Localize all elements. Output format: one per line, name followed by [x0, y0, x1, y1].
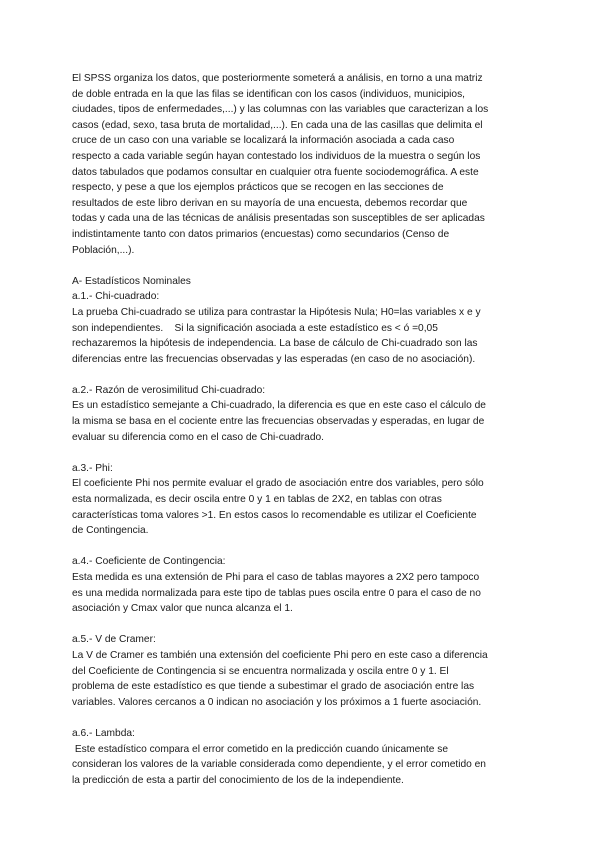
contingencia-section: [72, 554, 530, 616]
phi-section: [72, 461, 530, 539]
intro-paragraph: [72, 71, 530, 258]
text-line: del Coeficiente de Contingencia si se encuentra normalizada y oscila entre 0 y 1. El: [72, 665, 449, 677]
subsection-heading: a.4.- Coeficiente de Contingencia:: [72, 556, 226, 568]
text-line: Población,...).: [72, 244, 135, 256]
razon-verosimilitud-section: [72, 383, 530, 445]
chi-cuadrado-section: [72, 289, 530, 367]
subsection-heading: a.3.- Phi:: [72, 462, 113, 474]
text-line: de doble entrada en la que las filas se identifican con los casos (individuos, municipios,: [72, 88, 466, 100]
text-line: esta normalizada, es decir oscila entre 0 y 1 en tablas de 2X2, en tablas con otras: [72, 494, 442, 506]
v-cramer-section: [72, 632, 530, 710]
spacer: [72, 617, 530, 633]
subsection-heading: a.2.- Razón de verosimilitud Chi-cuadrado:: [72, 384, 266, 396]
spacer: [72, 258, 530, 274]
text-line: asociación y Cmax valor que nunca alcanza el 1.: [72, 603, 293, 615]
text-line: rechazaremos la hipótesis de independencia. La base de cálculo de Chi-cuadrado son las: [72, 338, 478, 350]
text-line: El coeficiente Phi nos permite evaluar el grado de asociación entre dos variables, pero sólo: [72, 478, 484, 490]
text-line: cruce de un caso con una variable se localizará la información asociada a cada caso: [72, 135, 455, 147]
text-line: casos (edad, sexo, tasa bruta de mortalidad,...). En cada una de las casillas que delimita el: [72, 119, 483, 131]
subsection-heading: a.6.- Lambda:: [72, 727, 135, 739]
text-line: es una medida normalizada para este tipo de tablas pues oscila entre 0 para el caso de no: [72, 587, 481, 599]
text-line: son independientes. Si la significación asociada a este estadístico es < ó =0,05: [72, 322, 438, 334]
text-line: de Contingencia.: [72, 525, 149, 537]
text-line: características toma valores >1. En estos casos lo recomendable es utilizar el Coeficiente: [72, 509, 477, 521]
text-line: problema de este estadístico es que tiende a subestimar el grado de asociación entre las: [72, 681, 475, 693]
text-line: Es un estadístico semejante a Chi-cuadrado, la diferencia es que en este caso el cálculo de: [72, 400, 486, 412]
text-line: variables. Valores cercanos a 0 indican no asociación y los próximos a 1 fuerte asociación.: [72, 696, 482, 708]
text-line: indistintamente tanto con datos primarios (encuestas) como secundarios (Censo de: [72, 228, 450, 240]
section-heading: A- Estadísticos Nominales: [72, 275, 191, 287]
text-line: la misma se basa en el cociente entre las frecuencias observadas y esperadas, en lugar de: [72, 416, 485, 428]
text-line: respecto a cada variable según hayan contestado los individuos de la muestra o según los: [72, 150, 481, 162]
text-line: La prueba Chi-cuadrado se utiliza para contrastar la Hipótesis Nula; H0=las variables x e y: [72, 306, 481, 318]
spacer: [72, 539, 530, 555]
text-line: todas y cada una de las técnicas de análisis presentadas son susceptibles de ser aplicadas: [72, 213, 485, 225]
text-line: Este estadístico compara el error cometido en la predicción cuando únicamente se: [72, 743, 449, 755]
lambda-section: [72, 726, 530, 788]
text-line: evaluar su diferencia como en el caso de Chi-cuadrado.: [72, 431, 325, 443]
subsection-heading: a.1.- Chi-cuadrado:: [72, 291, 160, 303]
text-line: datos tabulados que podamos consultar en cualquier otra fuente sociodemográfica. A este: [72, 166, 479, 178]
spacer: [72, 445, 530, 461]
text-line: Esta medida es una extensión de Phi para el caso de tablas mayores a 2X2 pero tampoco: [72, 572, 480, 583]
spacer: [72, 367, 530, 383]
spacer: [72, 710, 530, 726]
text-line: La V de Cramer es también una extensión del coeficiente Phi pero en este caso a diferencia: [72, 649, 488, 661]
subsection-heading: a.5.- V de Cramer:: [72, 634, 156, 646]
text-line: diferencias entre las frecuencias observadas y las esperadas (en caso de no asociación).: [72, 353, 476, 365]
text-line: El SPSS organiza los datos, que posteriormente someterá a análisis, en torno a una matriz: [72, 73, 483, 84]
text-line: la predicción de esta a partir del conocimiento de los de la independiente.: [72, 774, 404, 786]
text-line: ciudades, tipos de enfermedades,...) y las columnas con las variables que caracterizan a los: [72, 104, 489, 116]
text-line: consideran los valores de la variable considerada como dependiente, y el error cometido en: [72, 759, 486, 771]
document-page: [72, 71, 530, 788]
text-line: resultados de este libro derivan en su mayoría de una encuesta, debemos recordar que: [72, 197, 468, 209]
text-line: respecto, y pese a que los ejemplos prácticos que se recogen en las secciones de: [72, 182, 444, 194]
